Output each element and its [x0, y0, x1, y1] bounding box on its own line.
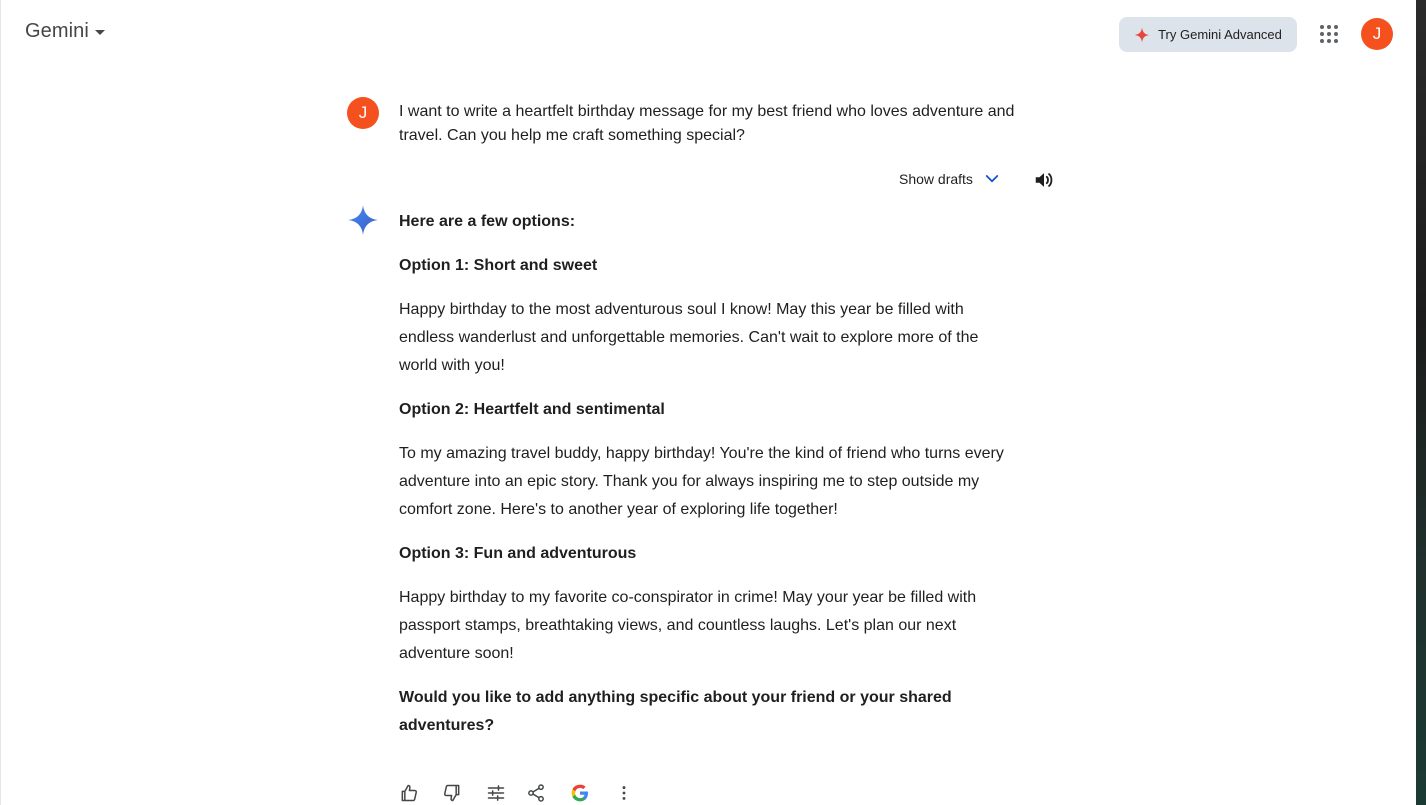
share-icon[interactable]: [524, 781, 548, 805]
option-title: Option 3: Fun and adventurous: [399, 545, 637, 562]
more-vert-icon[interactable]: [612, 781, 636, 805]
top-bar: [0, 0, 1416, 68]
window-edge: [1416, 0, 1426, 805]
modify-response-icon[interactable]: [484, 781, 508, 805]
left-border: [0, 0, 1, 805]
account-avatar[interactable]: [1361, 18, 1393, 50]
option-title: Option 2: Heartfelt and sentimental: [399, 401, 665, 418]
response-intro: Here are a few options:: [399, 213, 576, 230]
google-icon[interactable]: [568, 781, 592, 805]
response-actions: [397, 781, 636, 805]
speaker-icon: [1033, 169, 1055, 191]
gemini-sparkle-icon: [347, 204, 379, 236]
show-drafts-button[interactable]: [899, 170, 1001, 188]
brand-title: Gemini: [25, 20, 89, 42]
option-title: Option 1: Short and sweet: [399, 257, 598, 274]
model-switcher[interactable]: [25, 20, 105, 43]
show-drafts-label: Show drafts: [899, 171, 973, 187]
account-initial: J: [1372, 24, 1382, 43]
thumbs-up-icon[interactable]: [397, 781, 421, 805]
caret-down-icon: [95, 30, 105, 35]
user-prompt: I want to write a heartfelt birthday message for my best friend who loves adventure and travel. Can you help me craft something special?: [399, 103, 1015, 144]
response-closing: Would you like to add anything specific about your friend or your shared adventures?: [399, 689, 952, 734]
try-advanced-label: Try Gemini Advanced: [1158, 27, 1282, 42]
option-text: To my amazing travel buddy, happy birthday! You're the kind of friend who turns every adventure into an epic story. Thank you for always inspiring me to step outside my comfort zone. Here's to another year of exploring life together!: [399, 445, 1004, 518]
user-initial: J: [358, 103, 368, 122]
sparkle-icon: [1134, 27, 1150, 43]
option-text: Happy birthday to my favorite co-conspirator in crime! May your year be filled with passport stamps, breathtaking views, and countless laughs. Let's plan our next adventure soon!: [399, 589, 977, 662]
option-text: Happy birthday to the most adventurous soul I know! May this year be filled with endless wanderlust and unforgettable memories. Can't wait to explore more of the world with you!: [399, 301, 979, 374]
chevron-down-icon: [983, 170, 1001, 188]
user-avatar: [347, 97, 379, 129]
model-response: [399, 208, 1019, 740]
apps-grid-icon[interactable]: [1316, 21, 1342, 47]
try-gemini-advanced-button[interactable]: [1119, 17, 1297, 52]
thumbs-down-icon[interactable]: [440, 781, 464, 805]
read-aloud-button[interactable]: [1033, 169, 1055, 191]
